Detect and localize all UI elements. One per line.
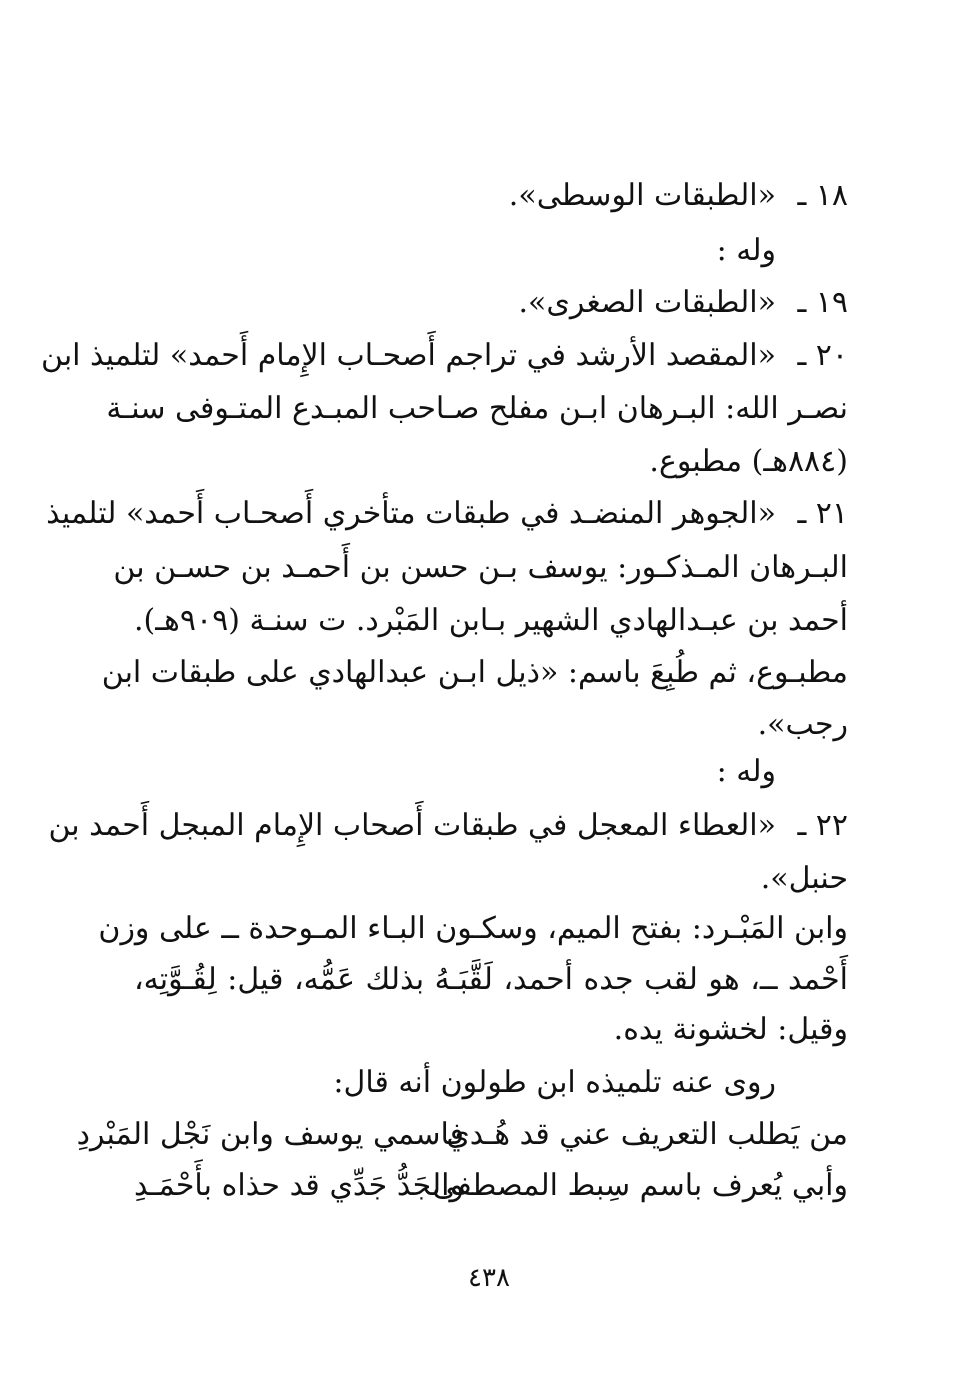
text-line: وله : <box>716 233 776 268</box>
entry-19 <box>134 283 848 323</box>
entry-number: ١٨ ـ <box>797 178 848 213</box>
poem-first-hemistich: من يَطلب التعريف عني قد هُـدي <box>446 1117 848 1152</box>
entry-20 <box>41 336 848 376</box>
text-line: حنبل». <box>760 861 848 896</box>
text-line: مطبـوع، ثم طُبِعَ باسم: «ذيل ابـن عبدالهادي على طبقات ابن <box>101 655 848 690</box>
entry-number: ١٩ ـ <box>797 285 848 320</box>
entry-title: «الجوهر المنضـد في طبقات متأخري أَصحـاب أَحمد» لتلميذ <box>46 496 776 531</box>
text-line: البـرهان المـذكـور: يوسف بـن حسن بن أَحمـد بن حسـن بن <box>113 550 848 585</box>
paragraph-line: وابن المَبْـرد: بفتح الميم، وسكـون البـاء المـوحدة ــ على وزن <box>98 911 848 946</box>
poem-second-hemistich: فاسمي يوسف وابن نَجْل المَبْردِ <box>76 1117 464 1152</box>
poem-first-hemistich: وأبي يُعرف باسم سِبط المصطفى <box>432 1168 848 1203</box>
poem-verse <box>134 1166 848 1206</box>
text-line: أحمد بن عبـدالهادي الشهير بـابن المَبْرد. ت سنـة (٩٠٩هـ). <box>134 603 848 638</box>
entry-18 <box>134 176 848 216</box>
paragraph-line: وقيل: لخشونة يده. <box>613 1012 848 1047</box>
text-line: (٨٨٤هـ) مطبوع. <box>649 444 848 479</box>
entry-title: «الطبقات الوسطى». <box>508 178 776 213</box>
entry-21 <box>46 494 848 534</box>
entry-number: ٢١ ـ <box>797 496 848 531</box>
poem-second-hemistich: والجَدُّ جَدِّي قد حذاه بأَحْمَـدِ <box>134 1168 464 1203</box>
text-line: نصـر الله: البـرهان ابـن مفلح صـاحب المبـدع المتـوفى سنـة <box>106 391 848 426</box>
entry-title: «العطاء المعجل في طبقات أَصحاب الإِمام المبجل أَحمد بن <box>48 808 776 843</box>
paragraph-line: أَحْمد ــ، هو لقب جده أحمد، لَقَّبَـهُ بذلك عَمُّه، قيل: لِقُـوَّتِه، <box>134 962 848 997</box>
text-line: رجب». <box>757 707 848 742</box>
poem-verse <box>76 1115 848 1155</box>
entry-number: ٢٠ ـ <box>797 338 848 373</box>
page-number: ٤٣٨ <box>468 1263 510 1293</box>
entry-title: «المقصد الأرشد في تراجم أَصحـاب الإِمام أَحمد» لتلميذ ابن <box>41 338 776 373</box>
poem-intro: روى عنه تلميذه ابن طولون أنه قال: <box>333 1065 776 1100</box>
entry-22 <box>48 806 848 846</box>
text-line: وله : <box>716 754 776 789</box>
entry-number: ٢٢ ـ <box>797 808 848 843</box>
entry-title: «الطبقات الصغرى». <box>518 285 776 320</box>
